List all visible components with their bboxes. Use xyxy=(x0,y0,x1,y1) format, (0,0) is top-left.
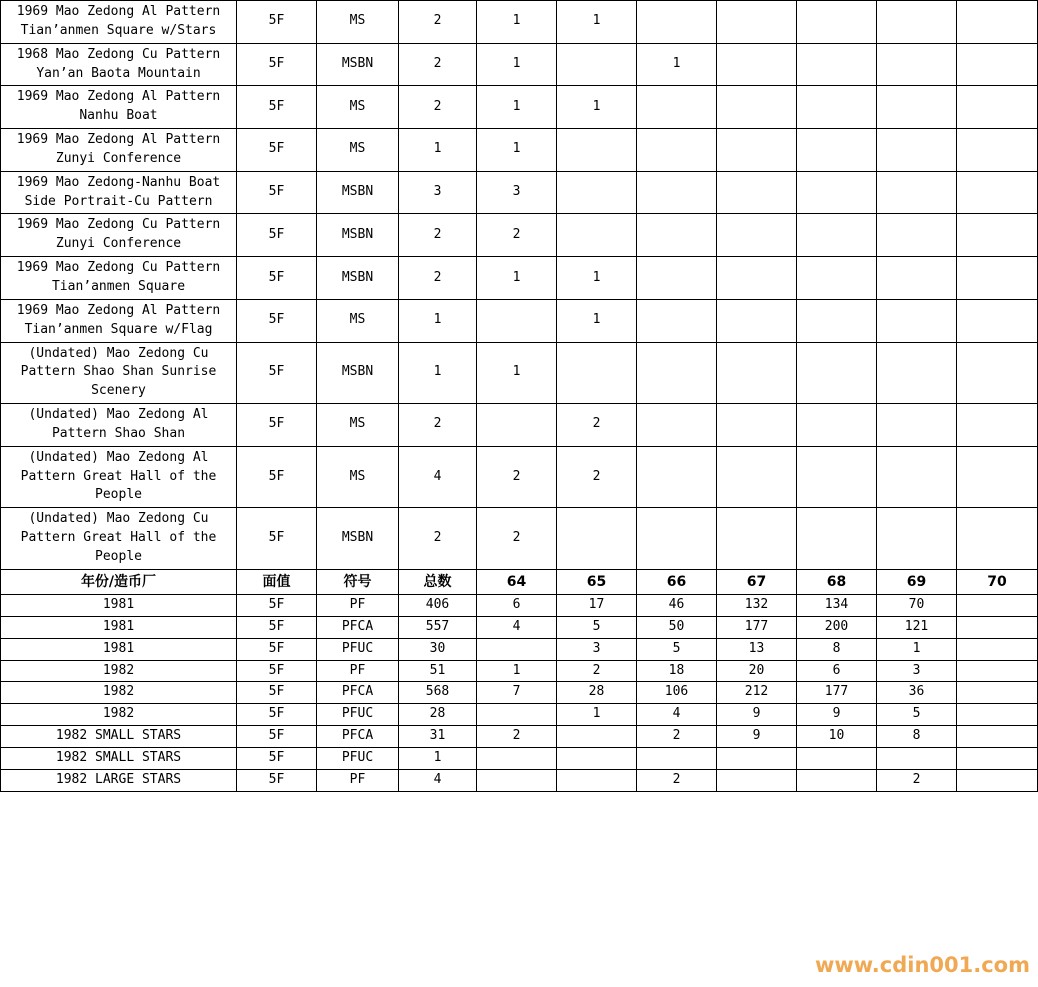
cell-value xyxy=(957,747,1038,769)
table-row xyxy=(1,616,1038,638)
cell-value: PFCA xyxy=(317,682,399,704)
cell-value: 5F xyxy=(237,342,317,404)
cell-description: 1982 SMALL STARS xyxy=(1,726,237,748)
cell-value xyxy=(717,129,797,172)
cell-value: MS xyxy=(317,446,399,508)
cell-value xyxy=(877,86,957,129)
cell-value xyxy=(797,446,877,508)
cell-description: (Undated) Mao Zedong Al Pattern Shao Shan xyxy=(1,404,237,447)
cell-value: 1 xyxy=(399,129,477,172)
cell-value: 3 xyxy=(557,638,637,660)
cell-value xyxy=(477,638,557,660)
cell-value xyxy=(797,299,877,342)
cell-value: 2 xyxy=(637,769,717,791)
cell-value: 1 xyxy=(477,342,557,404)
cell-value: 65 xyxy=(557,569,637,594)
cell-value xyxy=(957,595,1038,617)
cell-value: 5F xyxy=(237,257,317,300)
cell-value: MS xyxy=(317,86,399,129)
cell-value xyxy=(717,747,797,769)
cell-value xyxy=(877,404,957,447)
cell-value: 2 xyxy=(477,446,557,508)
cell-value: 5F xyxy=(237,704,317,726)
cell-value xyxy=(877,257,957,300)
cell-value xyxy=(877,299,957,342)
cell-description: 1969 Mao Zedong Al Pattern Tian’anmen Square w/Stars xyxy=(1,1,237,44)
cell-value xyxy=(637,508,717,570)
cell-value xyxy=(637,404,717,447)
cell-description: (Undated) Mao Zedong Cu Pattern Shao Shan Sunrise Scenery xyxy=(1,342,237,404)
cell-value: MS xyxy=(317,299,399,342)
cell-value xyxy=(557,43,637,86)
cell-value: 1 xyxy=(477,43,557,86)
cell-value: 1 xyxy=(557,704,637,726)
cell-value: 200 xyxy=(797,616,877,638)
cell-value xyxy=(797,86,877,129)
cell-description: (Undated) Mao Zedong Cu Pattern Great Hall of the People xyxy=(1,508,237,570)
cell-value: PFCA xyxy=(317,616,399,638)
cell-value xyxy=(957,299,1038,342)
cell-value xyxy=(557,171,637,214)
cell-description: 1981 xyxy=(1,638,237,660)
cell-value: 2 xyxy=(399,214,477,257)
cell-value: 132 xyxy=(717,595,797,617)
cell-value xyxy=(637,86,717,129)
cell-value xyxy=(957,1,1038,44)
cell-value: 4 xyxy=(399,769,477,791)
cell-value xyxy=(877,214,957,257)
cell-value: PFUC xyxy=(317,638,399,660)
cell-value xyxy=(717,1,797,44)
cell-value: 5F xyxy=(237,726,317,748)
cell-value: 177 xyxy=(797,682,877,704)
cell-value xyxy=(717,508,797,570)
cell-value: 5F xyxy=(237,43,317,86)
cell-value: 4 xyxy=(477,616,557,638)
cell-value xyxy=(957,769,1038,791)
table-row xyxy=(1,638,1038,660)
table-row xyxy=(1,682,1038,704)
cell-value: 5F xyxy=(237,769,317,791)
cell-value xyxy=(717,299,797,342)
cell-value: MSBN xyxy=(317,508,399,570)
cell-value: MS xyxy=(317,129,399,172)
table-row xyxy=(1,726,1038,748)
cell-value xyxy=(477,747,557,769)
cell-value: 2 xyxy=(399,404,477,447)
cell-value: 1 xyxy=(477,1,557,44)
cell-value: 1 xyxy=(477,129,557,172)
cell-value xyxy=(957,638,1038,660)
cell-value: 177 xyxy=(717,616,797,638)
cell-value: MSBN xyxy=(317,171,399,214)
table-row xyxy=(1,171,1038,214)
table-row xyxy=(1,595,1038,617)
cell-value: 20 xyxy=(717,660,797,682)
cell-value: 符号 xyxy=(317,569,399,594)
table-row xyxy=(1,508,1038,570)
cell-value: 3 xyxy=(877,660,957,682)
cell-value xyxy=(717,257,797,300)
table-row xyxy=(1,747,1038,769)
cell-value: 2 xyxy=(557,446,637,508)
cell-value xyxy=(877,508,957,570)
cell-value: PFUC xyxy=(317,704,399,726)
cell-value: PF xyxy=(317,595,399,617)
cell-value: 5F xyxy=(237,404,317,447)
table-row xyxy=(1,342,1038,404)
cell-value: 18 xyxy=(637,660,717,682)
cell-value: 5F xyxy=(237,616,317,638)
cell-value xyxy=(877,446,957,508)
cell-value: 64 xyxy=(477,569,557,594)
cell-value xyxy=(557,342,637,404)
cell-value: 2 xyxy=(557,404,637,447)
cell-value xyxy=(557,214,637,257)
cell-value xyxy=(957,171,1038,214)
cell-value: 1 xyxy=(399,747,477,769)
cell-value: 121 xyxy=(877,616,957,638)
cell-value: 6 xyxy=(797,660,877,682)
cell-value: 69 xyxy=(877,569,957,594)
cell-value xyxy=(797,171,877,214)
cell-value: 5F xyxy=(237,1,317,44)
cell-value: 2 xyxy=(557,660,637,682)
cell-value xyxy=(717,342,797,404)
cell-description: 1982 xyxy=(1,682,237,704)
cell-value: 2 xyxy=(477,508,557,570)
cell-value: 31 xyxy=(399,726,477,748)
cell-value: 17 xyxy=(557,595,637,617)
cell-value: 36 xyxy=(877,682,957,704)
cell-value: 面值 xyxy=(237,569,317,594)
table-row xyxy=(1,86,1038,129)
table-row xyxy=(1,299,1038,342)
cell-value: 70 xyxy=(877,595,957,617)
cell-value: 46 xyxy=(637,595,717,617)
cell-value xyxy=(877,1,957,44)
cell-value xyxy=(717,404,797,447)
cell-value: 6 xyxy=(477,595,557,617)
cell-value: 总数 xyxy=(399,569,477,594)
cell-value: 28 xyxy=(399,704,477,726)
cell-value: 5F xyxy=(237,638,317,660)
cell-value: 2 xyxy=(477,726,557,748)
cell-value: MSBN xyxy=(317,214,399,257)
table-row xyxy=(1,446,1038,508)
cell-value xyxy=(957,508,1038,570)
cell-value xyxy=(557,129,637,172)
cell-value xyxy=(957,704,1038,726)
cell-value xyxy=(877,342,957,404)
cell-value xyxy=(957,257,1038,300)
cell-value: 9 xyxy=(717,704,797,726)
cell-value xyxy=(557,508,637,570)
cell-value: 2 xyxy=(399,1,477,44)
cell-value: 106 xyxy=(637,682,717,704)
cell-value: 2 xyxy=(399,257,477,300)
cell-value: 2 xyxy=(637,726,717,748)
table-row xyxy=(1,257,1038,300)
cell-value xyxy=(717,214,797,257)
cell-value xyxy=(717,43,797,86)
watermark: www.cdin001.com xyxy=(814,953,1030,977)
cell-value: 2 xyxy=(477,214,557,257)
cell-value: PFCA xyxy=(317,726,399,748)
cell-value xyxy=(637,129,717,172)
cell-value xyxy=(797,769,877,791)
cell-value xyxy=(637,171,717,214)
cell-value: 5 xyxy=(637,638,717,660)
cell-value: 50 xyxy=(637,616,717,638)
cell-value: 4 xyxy=(637,704,717,726)
cell-value: PF xyxy=(317,660,399,682)
cell-value: 2 xyxy=(877,769,957,791)
cell-value: 1 xyxy=(557,86,637,129)
cell-value: 7 xyxy=(477,682,557,704)
cell-value: MSBN xyxy=(317,342,399,404)
table-body xyxy=(1,1,1038,792)
cell-value xyxy=(957,404,1038,447)
cell-value xyxy=(717,769,797,791)
cell-value xyxy=(797,508,877,570)
cell-value: PFUC xyxy=(317,747,399,769)
cell-value xyxy=(797,404,877,447)
table-row xyxy=(1,769,1038,791)
cell-value: 1 xyxy=(477,86,557,129)
cell-value xyxy=(957,726,1038,748)
cell-value: 5F xyxy=(237,214,317,257)
cell-value xyxy=(637,257,717,300)
cell-value: 5 xyxy=(877,704,957,726)
cell-value xyxy=(957,616,1038,638)
cell-value xyxy=(477,299,557,342)
cell-value: 10 xyxy=(797,726,877,748)
cell-value: 51 xyxy=(399,660,477,682)
cell-description: 1982 LARGE STARS xyxy=(1,769,237,791)
cell-value: 9 xyxy=(717,726,797,748)
cell-description: 1982 xyxy=(1,660,237,682)
cell-value: 13 xyxy=(717,638,797,660)
cell-value xyxy=(637,342,717,404)
cell-value: 212 xyxy=(717,682,797,704)
cell-value xyxy=(637,214,717,257)
cell-value: 1 xyxy=(477,257,557,300)
cell-value xyxy=(957,446,1038,508)
cell-value: 3 xyxy=(399,171,477,214)
cell-value: 3 xyxy=(477,171,557,214)
cell-value xyxy=(477,404,557,447)
cell-value: MS xyxy=(317,404,399,447)
cell-value: 5F xyxy=(237,129,317,172)
cell-description: 1969 Mao Zedong Cu Pattern Zunyi Conference xyxy=(1,214,237,257)
cell-value: 134 xyxy=(797,595,877,617)
cell-value: 568 xyxy=(399,682,477,704)
cell-value: 5F xyxy=(237,660,317,682)
cell-value xyxy=(957,342,1038,404)
cell-value: MSBN xyxy=(317,43,399,86)
cell-value: 1 xyxy=(557,1,637,44)
cell-value: MS xyxy=(317,1,399,44)
cell-value: 30 xyxy=(399,638,477,660)
cell-value xyxy=(957,214,1038,257)
cell-value: 1 xyxy=(399,299,477,342)
cell-value: 67 xyxy=(717,569,797,594)
cell-value xyxy=(557,747,637,769)
table-header-row xyxy=(1,569,1038,594)
cell-value xyxy=(717,446,797,508)
cell-description: 1969 Mao Zedong Al Pattern Zunyi Conference xyxy=(1,129,237,172)
cell-value xyxy=(797,342,877,404)
cell-value: 5F xyxy=(237,682,317,704)
cell-value xyxy=(877,747,957,769)
cell-value xyxy=(797,747,877,769)
cell-value: 5F xyxy=(237,171,317,214)
table-row xyxy=(1,404,1038,447)
cell-value xyxy=(557,769,637,791)
cell-value: 5F xyxy=(237,747,317,769)
cell-value: 5F xyxy=(237,86,317,129)
cell-value: MSBN xyxy=(317,257,399,300)
cell-value xyxy=(797,129,877,172)
cell-value xyxy=(637,1,717,44)
cell-value: 70 xyxy=(957,569,1038,594)
cell-value: 1 xyxy=(399,342,477,404)
cell-value: 5 xyxy=(557,616,637,638)
cell-value xyxy=(717,171,797,214)
table-row xyxy=(1,660,1038,682)
cell-value xyxy=(957,660,1038,682)
cell-value: 8 xyxy=(797,638,877,660)
cell-description: 1968 Mao Zedong Cu Pattern Yan’an Baota Mountain xyxy=(1,43,237,86)
cell-value xyxy=(957,682,1038,704)
cell-value: 1 xyxy=(637,43,717,86)
cell-value xyxy=(637,446,717,508)
cell-description: 1982 SMALL STARS xyxy=(1,747,237,769)
cell-value: 2 xyxy=(399,508,477,570)
cell-description: 1969 Mao Zedong-Nanhu Boat Side Portrait-Cu Pattern xyxy=(1,171,237,214)
cell-value: 5F xyxy=(237,595,317,617)
cell-description: 年份/造币厂 xyxy=(1,569,237,594)
cell-value xyxy=(557,726,637,748)
cell-value: 1 xyxy=(877,638,957,660)
cell-value xyxy=(797,214,877,257)
cell-value: 68 xyxy=(797,569,877,594)
cell-value: 4 xyxy=(399,446,477,508)
cell-value: 66 xyxy=(637,569,717,594)
cell-value xyxy=(877,129,957,172)
cell-value: 5F xyxy=(237,508,317,570)
table-row xyxy=(1,704,1038,726)
cell-description: 1969 Mao Zedong Al Pattern Nanhu Boat xyxy=(1,86,237,129)
cell-value: 1 xyxy=(557,257,637,300)
cell-value: 2 xyxy=(399,86,477,129)
cell-value: 9 xyxy=(797,704,877,726)
cell-value: 5F xyxy=(237,446,317,508)
cell-value xyxy=(637,299,717,342)
cell-description: 1982 xyxy=(1,704,237,726)
cell-value: PF xyxy=(317,769,399,791)
cell-value xyxy=(477,769,557,791)
cell-value: 406 xyxy=(399,595,477,617)
cell-value xyxy=(957,86,1038,129)
table-row xyxy=(1,1,1038,44)
cell-description: 1981 xyxy=(1,595,237,617)
cell-value xyxy=(797,1,877,44)
cell-value: 28 xyxy=(557,682,637,704)
cell-value: 8 xyxy=(877,726,957,748)
table-row xyxy=(1,43,1038,86)
cell-value xyxy=(637,747,717,769)
cell-value: 2 xyxy=(399,43,477,86)
cell-value: 1 xyxy=(477,660,557,682)
cell-value xyxy=(717,86,797,129)
cell-value xyxy=(477,704,557,726)
cell-value: 1 xyxy=(557,299,637,342)
cell-value xyxy=(957,43,1038,86)
cell-description: 1981 xyxy=(1,616,237,638)
table-row xyxy=(1,214,1038,257)
cell-value: 557 xyxy=(399,616,477,638)
cell-description: 1969 Mao Zedong Al Pattern Tian’anmen Square w/Flag xyxy=(1,299,237,342)
cell-description: 1969 Mao Zedong Cu Pattern Tian’anmen Square xyxy=(1,257,237,300)
cell-value xyxy=(957,129,1038,172)
cell-description: (Undated) Mao Zedong Al Pattern Great Hall of the People xyxy=(1,446,237,508)
table-row xyxy=(1,129,1038,172)
cell-value xyxy=(797,43,877,86)
cell-value xyxy=(877,43,957,86)
cell-value: 5F xyxy=(237,299,317,342)
cell-value xyxy=(797,257,877,300)
cell-value xyxy=(877,171,957,214)
